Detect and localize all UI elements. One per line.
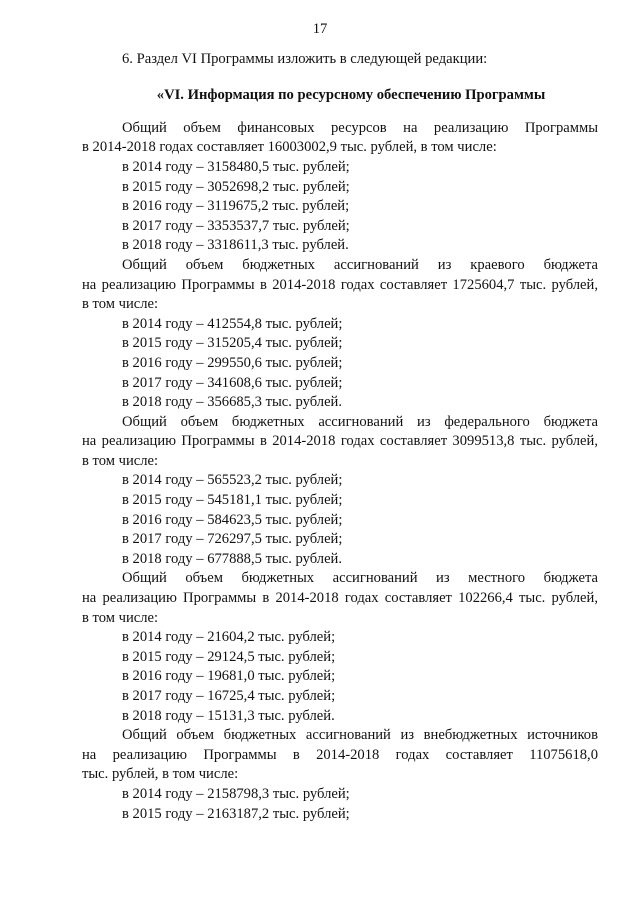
year-item: в 2016 году – 19681,0 тыс. рублей;: [122, 668, 336, 685]
year-item: в 2014 году – 565523,2 тыс. рублей;: [122, 472, 343, 489]
paragraph-line: в 2014-2018 годах составляет 16003002,9 тыс. рублей, в том числе:: [82, 139, 497, 156]
paragraph-line: на реализацию Программы в 2014-2018 годах составляет 3099513,8 тыс. рублей,: [82, 433, 598, 450]
funding-section-regional: [82, 256, 598, 413]
paragraph-line: тыс. рублей, в том числе:: [82, 766, 239, 783]
year-item: в 2017 году – 3353537,7 тыс. рублей;: [122, 217, 350, 234]
year-item: в 2016 году – 299550,6 тыс. рублей;: [122, 354, 343, 371]
year-item: в 2015 году – 315205,4 тыс. рублей;: [122, 335, 343, 352]
year-item: в 2016 году – 3119675,2 тыс. рублей;: [122, 198, 350, 215]
funding-section-total: [82, 119, 598, 256]
year-item: в 2014 году – 2158798,3 тыс. рублей;: [122, 785, 350, 802]
year-item: в 2014 году – 21604,2 тыс. рублей;: [122, 629, 336, 646]
paragraph-line: в том числе:: [82, 452, 159, 469]
amendment-intro: 6. Раздел VI Программы изложить в следующей редакции:: [122, 50, 488, 67]
funding-section-local: [82, 569, 598, 726]
paragraph-line: Общий объем бюджетных ассигнований из федерального бюджета: [122, 413, 598, 430]
year-item: в 2015 году – 29124,5 тыс. рублей;: [122, 648, 336, 665]
year-item: в 2014 году – 412554,8 тыс. рублей;: [122, 315, 343, 332]
funding-section-extrabudgetary: [82, 726, 598, 824]
paragraph-line: в том числе:: [82, 609, 159, 626]
year-item: в 2018 году – 3318611,3 тыс. рублей.: [122, 237, 349, 254]
year-item: в 2018 году – 15131,3 тыс. рублей.: [122, 707, 335, 724]
year-item: в 2015 году – 2163187,2 тыс. рублей;: [122, 805, 350, 822]
section-heading: «VI. Информация по ресурсному обеспечению Программы: [156, 87, 546, 104]
paragraph-line: на реализацию Программы в 2014-2018 годах составляет 11075618,0: [82, 746, 598, 763]
paragraph-line: Общий объем бюджетных ассигнований из местного бюджета: [122, 570, 598, 587]
year-item: в 2017 году – 341608,6 тыс. рублей;: [122, 374, 343, 391]
page-number: 17: [312, 21, 328, 37]
paragraph-line: на реализацию Программы в 2014-2018 годах составляет 102266,4 тыс. рублей,: [82, 590, 598, 607]
year-item: в 2015 году – 3052698,2 тыс. рублей;: [122, 178, 350, 195]
year-item: в 2018 году – 356685,3 тыс. рублей.: [122, 394, 343, 411]
funding-section-federal: [82, 413, 598, 570]
year-item: в 2015 году – 545181,1 тыс. рублей;: [122, 492, 343, 509]
year-item: в 2017 году – 726297,5 тыс. рублей;: [122, 531, 343, 548]
paragraph-line: на реализацию Программы в 2014-2018 годах составляет 1725604,7 тыс. рублей,: [82, 276, 598, 293]
year-item: в 2016 году – 584623,5 тыс. рублей;: [122, 511, 343, 528]
year-item: в 2014 году – 3158480,5 тыс. рублей;: [122, 158, 350, 175]
paragraph-line: Общий объем бюджетных ассигнований из краевого бюджета: [122, 256, 598, 273]
paragraph-line: в том числе:: [82, 296, 159, 313]
year-item: в 2018 году – 677888,5 тыс. рублей.: [122, 550, 343, 567]
paragraph-line: Общий объем бюджетных ассигнований из внебюджетных источников: [122, 727, 598, 744]
year-item: в 2017 году – 16725,4 тыс. рублей;: [122, 688, 336, 704]
paragraph-line: Общий объем финансовых ресурсов на реализацию Программы: [122, 119, 598, 136]
